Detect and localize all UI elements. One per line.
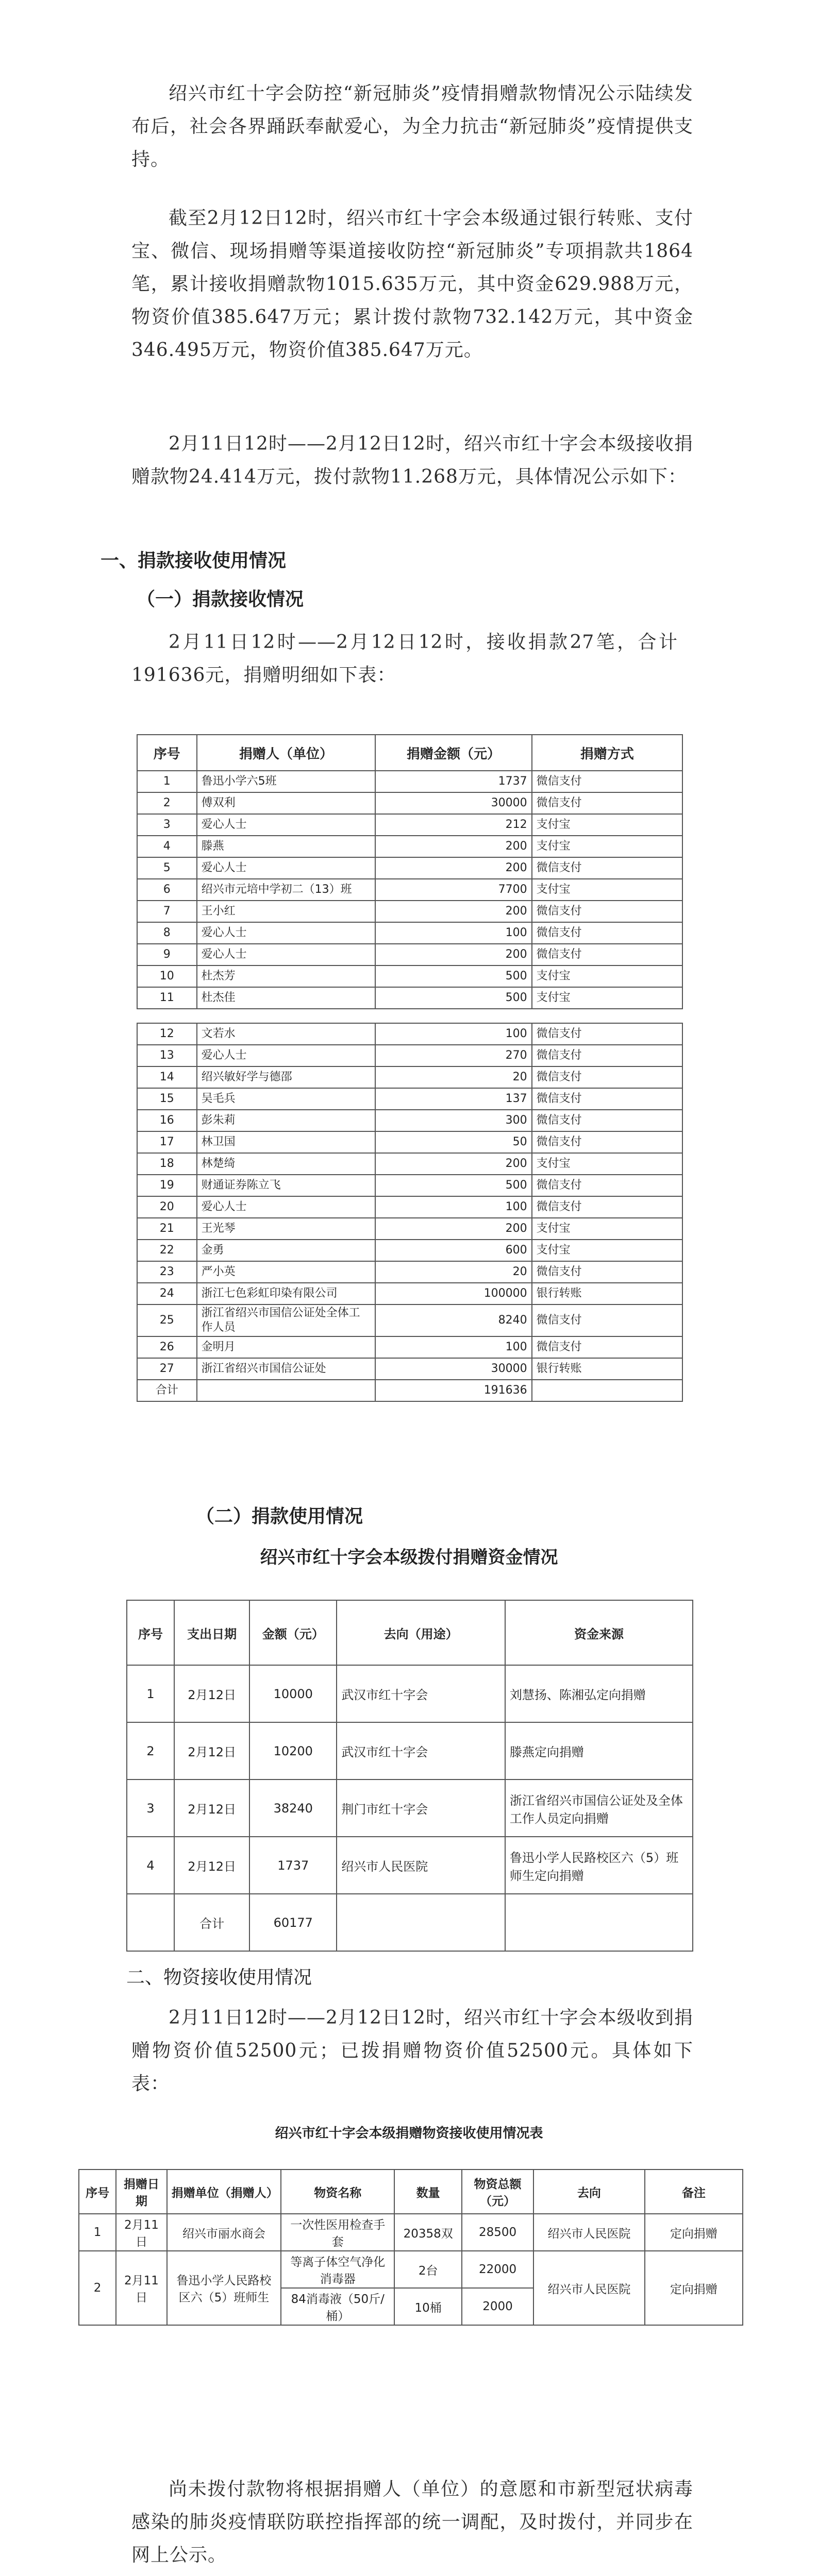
table-row — [137, 944, 682, 965]
cell-donor: 严小英 — [197, 1261, 376, 1283]
table-row — [127, 1665, 693, 1722]
cell-destination: 武汉市红十字会 — [337, 1722, 505, 1780]
cell-method: 支付宝 — [532, 1240, 682, 1261]
cell-donor: 浙江七色彩虹印染有限公司 — [197, 1283, 376, 1304]
cell-date: 2月12日 — [174, 1837, 249, 1894]
cell-seq: 2 — [79, 2251, 116, 2325]
cell-total: 2000 — [462, 2288, 533, 2325]
col-header-amount: 金额（元） — [249, 1600, 337, 1665]
cell-seq: 20 — [137, 1196, 197, 1218]
col-header-seq: 序号 — [137, 735, 197, 771]
cell-donor: 王光琴 — [197, 1218, 376, 1240]
cell-method: 微信支付 — [532, 792, 682, 814]
cell-method: 支付宝 — [532, 987, 682, 1009]
cell-donor: 爱心人士 — [197, 814, 376, 836]
donation-table-body — [137, 771, 682, 1401]
total-empty — [197, 1380, 376, 1401]
table-row — [79, 2214, 743, 2251]
cell-seq: 23 — [137, 1261, 197, 1283]
cell-donor: 吴毛兵 — [197, 1088, 376, 1110]
table-row — [137, 1153, 682, 1175]
table-row — [137, 1304, 682, 1336]
table-row — [137, 1218, 682, 1240]
cell-date: 2月12日 — [174, 1780, 249, 1837]
col-header-destination: 去向 — [533, 2170, 645, 2214]
allocation-table-body — [127, 1665, 693, 1951]
cell-amount: 20 — [375, 1261, 531, 1283]
table-row — [137, 1023, 682, 1045]
cell-donor: 杜杰佳 — [197, 987, 376, 1009]
cell-seq: 17 — [137, 1131, 197, 1153]
cell-amount: 38240 — [249, 1780, 337, 1837]
col-header-note: 备注 — [645, 2170, 743, 2214]
cell-donor: 金勇 — [197, 1240, 376, 1261]
cell-amount: 7700 — [375, 879, 531, 901]
cell-donor: 爱心人士 — [197, 922, 376, 944]
table-row — [137, 1336, 682, 1358]
cell-amount: 100 — [375, 1196, 531, 1218]
cell-donor: 滕燕 — [197, 836, 376, 857]
total-empty — [127, 1894, 174, 1951]
cell-donor: 财通证券陈立飞 — [197, 1175, 376, 1196]
cell-seq: 1 — [137, 771, 197, 792]
cell-donor: 金明月 — [197, 1336, 376, 1358]
cell-method: 微信支付 — [532, 1196, 682, 1218]
cell-amount: 50 — [375, 1131, 531, 1153]
cell-method: 支付宝 — [532, 1218, 682, 1240]
supplies-table — [78, 2169, 743, 2326]
cell-seq: 21 — [137, 1218, 197, 1240]
cell-method: 微信支付 — [532, 1088, 682, 1110]
intro-paragraph-3: 2月11日12时——2月12日12时，绍兴市红十字会本级接收捐赠款物24.414万元，拨付款物11.268万元，具体情况公示如下： — [131, 433, 693, 487]
cell-item: 等离子体空气净化消毒器 — [281, 2251, 394, 2288]
table-row — [137, 1066, 682, 1088]
cell-method: 支付宝 — [532, 814, 682, 836]
cell-destination: 绍兴市人民医院 — [533, 2251, 645, 2325]
cell-date: 2月12日 — [174, 1665, 249, 1722]
cell-total: 22000 — [462, 2251, 533, 2288]
cell-method: 微信支付 — [532, 857, 682, 879]
col-header-seq: 序号 — [127, 1600, 174, 1665]
cell-amount: 200 — [375, 836, 531, 857]
cell-note: 定向捐赠 — [645, 2251, 743, 2325]
cell-amount: 500 — [375, 987, 531, 1009]
section2-heading: 二、物资接收使用情况 — [126, 1967, 312, 1988]
col-header-item: 物资名称 — [281, 2170, 394, 2214]
cell-donor: 杜杰芳 — [197, 965, 376, 987]
cell-donor: 爱心人士 — [197, 857, 376, 879]
donation-summary-text: 2月11日12时——2月12日12时，接收捐款27笔，合计191636元，捐赠明细如下表： — [131, 632, 678, 686]
table-row — [137, 1110, 682, 1131]
cell-destination: 武汉市红十字会 — [337, 1665, 505, 1722]
cell-date: 2月11日 — [116, 2251, 166, 2325]
cell-total: 28500 — [462, 2214, 533, 2251]
cell-donor: 鲁迅小学人民路校区六（5）班师生 — [167, 2251, 281, 2325]
cell-amount: 200 — [375, 1153, 531, 1175]
cell-source: 浙江省绍兴市国信公证处及全体工作人员定向捐赠 — [505, 1780, 693, 1837]
col-header-source: 资金来源 — [505, 1600, 693, 1665]
cell-quantity: 2台 — [394, 2251, 462, 2288]
cell-seq: 11 — [137, 987, 197, 1009]
cell-amount: 1737 — [375, 771, 531, 792]
cell-amount: 300 — [375, 1110, 531, 1131]
cell-donor: 浙江省绍兴市国信公证处全体工作人员 — [197, 1304, 376, 1336]
cell-donor: 浙江省绍兴市国信公证处 — [197, 1358, 376, 1380]
cell-amount: 500 — [375, 1175, 531, 1196]
cell-item: 84消毒液（50斤/桶） — [281, 2288, 394, 2325]
cell-method: 银行转账 — [532, 1283, 682, 1304]
table-row — [137, 814, 682, 836]
total-label: 合计 — [137, 1380, 197, 1401]
table-row — [137, 1131, 682, 1153]
cell-amount: 20 — [375, 1066, 531, 1088]
col-header-method: 捐赠方式 — [532, 735, 682, 771]
cell-seq: 5 — [137, 857, 197, 879]
total-label: 合计 — [174, 1894, 249, 1951]
table-row — [137, 1283, 682, 1304]
table-row — [137, 987, 682, 1009]
section1-sub2-heading: （二）捐款使用情况 — [196, 1506, 363, 1527]
cell-method: 微信支付 — [532, 922, 682, 944]
table-total-row — [137, 1380, 682, 1401]
cell-seq: 14 — [137, 1066, 197, 1088]
cell-amount: 100 — [375, 1023, 531, 1045]
cell-seq: 19 — [137, 1175, 197, 1196]
cell-amount: 30000 — [375, 1358, 531, 1380]
table-row — [137, 922, 682, 944]
col-header-date: 捐赠日期 — [116, 2170, 166, 2214]
total-empty — [505, 1894, 693, 1951]
total-value: 60177 — [249, 1894, 337, 1951]
cell-seq: 3 — [127, 1780, 174, 1837]
cell-seq: 16 — [137, 1110, 197, 1131]
table-row — [127, 1837, 693, 1894]
cell-donor: 爱心人士 — [197, 1045, 376, 1066]
cell-donor: 彭朱莉 — [197, 1110, 376, 1131]
cell-amount: 270 — [375, 1045, 531, 1066]
table-row — [137, 1088, 682, 1110]
cell-donor: 文若水 — [197, 1023, 376, 1045]
table-header-row — [79, 2170, 743, 2214]
cell-donor: 傅双利 — [197, 792, 376, 814]
table-header-row — [127, 1600, 693, 1665]
cell-method: 微信支付 — [532, 1110, 682, 1131]
cell-donor: 绍兴敏好学与德邵 — [197, 1066, 376, 1088]
cell-method: 支付宝 — [532, 836, 682, 857]
table-row — [137, 857, 682, 879]
cell-donor: 林楚绮 — [197, 1153, 376, 1175]
cell-amount: 137 — [375, 1088, 531, 1110]
cell-seq: 7 — [137, 901, 197, 922]
cell-donor: 爱心人士 — [197, 944, 376, 965]
intro-paragraph-2: 截至2月12日12时，绍兴市红十字会本级通过银行转账、支付宝、微信、现场捐赠等渠道接收防控“新冠肺炎”专项捐款共1864笔，累计接收捐赠款物1015.635万元，其中资金629.988万元，物资价值385.647万元；累计拨付款物732.142万元，其中资金346.495万元，物资价值385.647万元。 — [131, 208, 693, 361]
cell-date: 2月12日 — [174, 1722, 249, 1780]
section1-heading: 一、捐款接收使用情况 — [101, 550, 287, 571]
table-row — [137, 1045, 682, 1066]
table-row — [137, 1175, 682, 1196]
supplies-table-title: 绍兴市红十字会本级捐赠物资接收使用情况表 — [275, 2126, 543, 2141]
allocation-table — [126, 1600, 693, 1952]
cell-method: 微信支付 — [532, 901, 682, 922]
table-gap-cell — [137, 1009, 682, 1023]
cell-seq: 18 — [137, 1153, 197, 1175]
cell-note: 定向捐赠 — [645, 2214, 743, 2251]
cell-seq: 22 — [137, 1240, 197, 1261]
cell-seq: 4 — [127, 1837, 174, 1894]
cell-destination: 荆门市红十字会 — [337, 1780, 505, 1837]
col-header-destination: 去向（用途） — [337, 1600, 505, 1665]
cell-seq: 4 — [137, 836, 197, 857]
table-header-row — [137, 735, 682, 771]
cell-quantity: 10桶 — [394, 2288, 462, 2325]
cell-method: 微信支付 — [532, 1336, 682, 1358]
cell-amount: 10000 — [249, 1665, 337, 1722]
table-row — [137, 965, 682, 987]
table-row — [137, 771, 682, 792]
cell-amount: 212 — [375, 814, 531, 836]
cell-method: 微信支付 — [532, 1023, 682, 1045]
table-total-row — [127, 1894, 693, 1951]
cell-amount: 200 — [375, 1218, 531, 1240]
donation-receipt-table — [137, 734, 683, 1402]
closing-paragraph: 尚未拨付款物将根据捐赠人（单位）的意愿和市新型冠状病毒感染的肺炎疫情联防联控指挥部的统一调配，及时拨付，并同步在网上公示。 — [131, 2479, 693, 2566]
cell-seq: 2 — [137, 792, 197, 814]
table-row — [137, 1196, 682, 1218]
cell-seq: 8 — [137, 922, 197, 944]
cell-amount: 30000 — [375, 792, 531, 814]
cell-method: 微信支付 — [532, 771, 682, 792]
cell-destination: 绍兴市人民医院 — [337, 1837, 505, 1894]
cell-seq: 6 — [137, 879, 197, 901]
cell-method: 支付宝 — [532, 879, 682, 901]
cell-amount: 200 — [375, 857, 531, 879]
cell-seq: 26 — [137, 1336, 197, 1358]
total-empty — [532, 1380, 682, 1401]
cell-amount: 100000 — [375, 1283, 531, 1304]
table-row — [137, 1261, 682, 1283]
cell-quantity: 20358双 — [394, 2214, 462, 2251]
total-value: 191636 — [375, 1380, 531, 1401]
supplies-summary-text: 2月11日12时——2月12日12时，绍兴市红十字会本级收到捐赠物资价值52500元；已拨捐赠物资价值52500元。具体如下表： — [131, 2007, 693, 2094]
cell-method: 微信支付 — [532, 1304, 682, 1336]
section1-sub1-heading: （一）捐款接收情况 — [137, 589, 304, 610]
cell-seq: 27 — [137, 1358, 197, 1380]
cell-method: 微信支付 — [532, 1045, 682, 1066]
allocation-table-title: 绍兴市红十字会本级拨付捐赠资金情况 — [260, 1547, 558, 1568]
cell-method: 微信支付 — [532, 944, 682, 965]
cell-method: 支付宝 — [532, 1153, 682, 1175]
cell-amount: 200 — [375, 944, 531, 965]
col-header-amount: 捐赠金额（元） — [375, 735, 531, 771]
cell-seq: 3 — [137, 814, 197, 836]
cell-seq: 24 — [137, 1283, 197, 1304]
cell-seq: 1 — [79, 2214, 116, 2251]
cell-seq: 13 — [137, 1045, 197, 1066]
cell-donor: 绍兴市丽水商会 — [167, 2214, 281, 2251]
table-row — [79, 2251, 743, 2288]
cell-amount: 500 — [375, 965, 531, 987]
col-header-total: 物资总额（元） — [462, 2170, 533, 2214]
cell-method: 银行转账 — [532, 1358, 682, 1380]
cell-seq: 2 — [127, 1722, 174, 1780]
cell-source: 刘慧扬、陈湘弘定向捐赠 — [505, 1665, 693, 1722]
table-row — [137, 901, 682, 922]
cell-seq: 25 — [137, 1304, 197, 1336]
cell-method: 微信支付 — [532, 1131, 682, 1153]
cell-method: 微信支付 — [532, 1066, 682, 1088]
cell-donor: 爱心人士 — [197, 1196, 376, 1218]
col-header-seq: 序号 — [79, 2170, 116, 2214]
col-header-donor: 捐赠人（单位） — [197, 735, 376, 771]
col-header-quantity: 数量 — [394, 2170, 462, 2214]
cell-amount: 8240 — [375, 1304, 531, 1336]
table-row — [137, 1358, 682, 1380]
cell-donor: 王小红 — [197, 901, 376, 922]
cell-destination: 绍兴市人民医院 — [533, 2214, 645, 2251]
table-row — [137, 879, 682, 901]
cell-date: 2月11日 — [116, 2214, 166, 2251]
col-header-date: 支出日期 — [174, 1600, 249, 1665]
cell-seq: 15 — [137, 1088, 197, 1110]
cell-seq: 12 — [137, 1023, 197, 1045]
cell-amount: 600 — [375, 1240, 531, 1261]
table-row — [127, 1780, 693, 1837]
table-row — [127, 1722, 693, 1780]
cell-donor: 绍兴市元培中学初二（13）班 — [197, 879, 376, 901]
cell-amount: 200 — [375, 901, 531, 922]
cell-amount: 10200 — [249, 1722, 337, 1780]
col-header-donor: 捐赠单位（捐赠人） — [167, 2170, 281, 2214]
cell-source: 滕燕定向捐赠 — [505, 1722, 693, 1780]
cell-method: 微信支付 — [532, 1175, 682, 1196]
table-row — [137, 792, 682, 814]
table-gap-row — [137, 1009, 682, 1023]
cell-amount: 1737 — [249, 1837, 337, 1894]
cell-seq: 1 — [127, 1665, 174, 1722]
cell-method: 微信支付 — [532, 1261, 682, 1283]
table-row — [137, 1240, 682, 1261]
cell-amount: 100 — [375, 1336, 531, 1358]
cell-amount: 100 — [375, 922, 531, 944]
cell-donor: 林卫国 — [197, 1131, 376, 1153]
cell-item: 一次性医用检查手套 — [281, 2214, 394, 2251]
cell-seq: 9 — [137, 944, 197, 965]
cell-method: 支付宝 — [532, 965, 682, 987]
table-row — [137, 836, 682, 857]
intro-paragraph-1: 绍兴市红十字会防控“新冠肺炎”疫情捐赠款物情况公示陆续发布后，社会各界踊跃奉献爱心，为全力抗击“新冠肺炎”疫情提供支持。 — [131, 83, 693, 170]
cell-source: 鲁迅小学人民路校区六（5）班师生定向捐赠 — [505, 1837, 693, 1894]
cell-seq: 10 — [137, 965, 197, 987]
total-empty — [337, 1894, 505, 1951]
cell-donor: 鲁迅小学六5班 — [197, 771, 376, 792]
